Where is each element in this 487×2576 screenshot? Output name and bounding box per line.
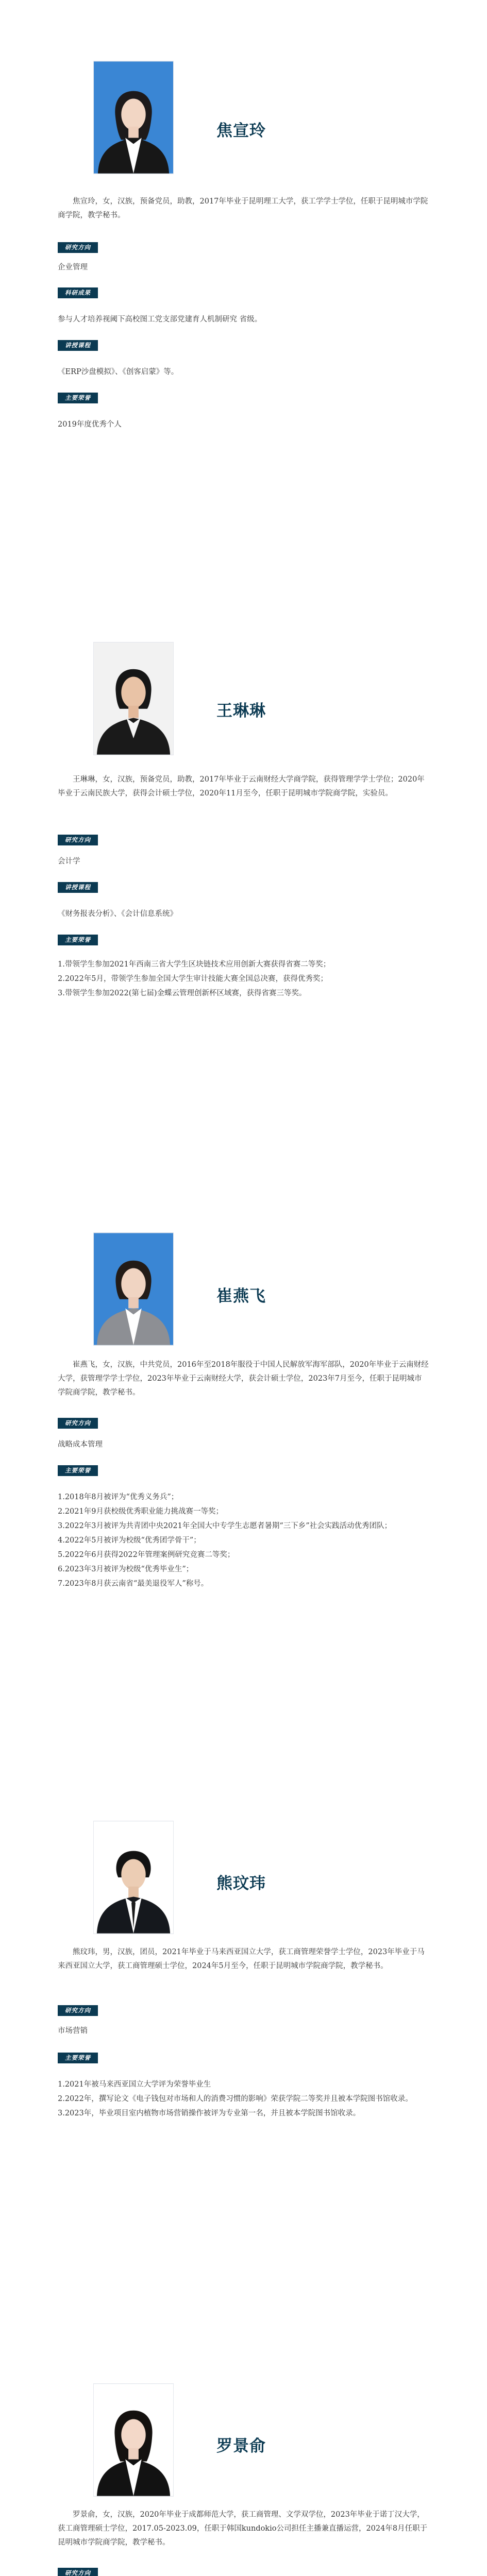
profile-name: 焦宣玲 <box>216 122 266 140</box>
list-item: 5.2022年6月获得2022年管理案例研究竞赛二等奖； <box>58 1551 235 1559</box>
section-body-achievements <box>58 312 429 327</box>
section-label-courses: 讲授课程 <box>58 340 98 351</box>
portrait-image <box>94 61 173 174</box>
list-item: 3.带领学生参加2022(第七届)金蝶云管理创新杯区域赛，获得省赛三等奖。 <box>58 989 307 997</box>
section-label-research: 研究方向 <box>58 835 98 845</box>
section-body-honors <box>58 1490 429 1591</box>
section-item: 2019年度优秀个人 <box>58 420 122 429</box>
section-item: 市场营销 <box>58 2027 88 2035</box>
section-body-research <box>58 2024 429 2038</box>
portrait-image <box>94 1821 173 1934</box>
list-item: 2.2022年，撰写论文《电子钱包对市场和人的消费习惯的影响》荣获学院二等奖并且被本学院图书馆收录。 <box>58 2095 413 2103</box>
section-label-research: 研究方向 <box>58 2005 98 2016</box>
section-body-courses <box>58 365 429 379</box>
list-item: 3.2023年，毕业项目室内植物市场营销操作被评为专业第一名，并且被本学院图书馆收录。 <box>58 2109 361 2117</box>
profile-intro: 焦宣玲，女，汉族，预备党员，助教，2017年毕业于昆明理工大学，获工学学士学位，任职于昆明城市学院商学院，教学秘书。 <box>58 197 428 219</box>
section-body-courses <box>58 907 429 921</box>
section-item: 会计学 <box>58 857 80 866</box>
profile-name: 熊玟玮 <box>216 1874 266 1893</box>
portrait-image <box>94 2384 173 2496</box>
section-label-courses: 讲授课程 <box>58 882 98 893</box>
list-item: 7.2023年8月获云南省“最美退役军人”称号。 <box>58 1580 209 1588</box>
list-item: 2.2022年5月，带领学生参加全国大学生审计技能大赛全国总决赛，获得优秀奖； <box>58 975 328 983</box>
honors-list <box>58 957 429 1001</box>
section-body-honors <box>58 2077 429 2121</box>
profile-name: 崔燕飞 <box>216 1287 266 1306</box>
profile-name: 罗景俞 <box>216 2437 266 2455</box>
section-body-research <box>58 1437 429 1452</box>
section-label-research: 研究方向 <box>58 242 98 253</box>
portrait-image <box>94 1233 173 1345</box>
section-body-research <box>58 260 429 275</box>
profile-photo <box>93 1821 174 1934</box>
list-item: 3.2022年3月被评为共青团中央2021年全国大中专学生志愿者暑期“三下乡”社会实践活动优秀团队； <box>58 1522 392 1530</box>
honors-list <box>58 2077 429 2121</box>
section-item: 《财务报表分析》、《会计信息系统》 <box>58 910 177 918</box>
profile-intro: 罗景俞，女，汉族，2020年毕业于成都师范大学，获工商管理、文学双学位，2023年毕业于诺丁汉大学，获工商管理硕士学位，2017.05-2023.09，任职于韩国kundokio公司担任主播兼直播运营，2024年8月任职于昆明城市学院商学院，教学秘书。 <box>58 2511 428 2547</box>
profile-intro: 崔燕飞，女，汉族，中共党员，2016年至2018年服役于中国人民解放军海军部队，2020年毕业于云南财经大学，获管理学学士学位，2023年毕业于云南财经大学，获会计硕士学位，2023年7月至今，任职于昆明城市学院商学院，教学秘书。 <box>58 1361 429 1397</box>
list-item: 1.2021年被马来西亚国立大学评为荣誉毕业生 <box>58 2080 211 2089</box>
profile-photo <box>93 61 174 174</box>
section-body-honors <box>58 957 429 1001</box>
profile-photo <box>93 1232 174 1346</box>
profile-intro: 王琳琳，女，汉族，预备党员，助教，2017年毕业于云南财经大学商学院，获得管理学学士学位；2020年毕业于云南民族大学，获得会计硕士学位，2020年11月至今，任职于昆明城市学院商学院，实验员。 <box>58 775 425 798</box>
section-label-honors: 主要荣誉 <box>58 2053 98 2063</box>
section-label-research: 研究方向 <box>58 1418 98 1429</box>
section-label-research: 研究方向 <box>58 2568 98 2576</box>
section-body-research <box>58 854 429 869</box>
profile-photo <box>93 2383 174 2497</box>
list-item: 6.2023年3月被评为校级“优秀毕业生”； <box>58 1565 194 1573</box>
section-label-honors: 主要荣誉 <box>58 1465 98 1476</box>
list-item: 4.2022年5月被评为校级“优秀团学骨干”； <box>58 1536 201 1545</box>
list-item: 1.2018年8月被评为“优秀义务兵”； <box>58 1493 179 1501</box>
section-item: 《ERP沙盘模拟》、《创客启蒙》等。 <box>58 368 179 376</box>
section-item: 参与人才培养视阈下高校图工党支部党建育人机制研究 省级。 <box>58 315 262 324</box>
list-item: 2.2021年9月获校级优秀职业能力挑战赛一等奖； <box>58 1507 223 1516</box>
profile-intro: 熊玟玮，男，汉族，团员，2021年毕业于马来西亚国立大学，获工商管理荣誉学士学位，2023年毕业于马来西亚国立大学，获工商管理硕士学位，2024年5月至今，任职于昆明城市学院商学院，教学秘书。 <box>58 1948 425 1970</box>
profile-photo <box>93 642 174 755</box>
portrait-image <box>94 642 173 755</box>
list-item: 1.带领学生参加2021年西南三省大学生区块链技术应用创新大赛获得省赛二等奖； <box>58 960 331 969</box>
section-item: 战略成本管理 <box>58 1440 103 1449</box>
honors-list <box>58 1490 429 1591</box>
section-item: 企业管理 <box>58 263 88 272</box>
section-label-honors: 主要荣誉 <box>58 935 98 945</box>
profile-name: 王琳琳 <box>216 702 266 720</box>
section-label-achievements: 科研成果 <box>58 287 98 298</box>
section-label-honors: 主要荣誉 <box>58 393 98 403</box>
section-body-honors <box>58 417 429 432</box>
